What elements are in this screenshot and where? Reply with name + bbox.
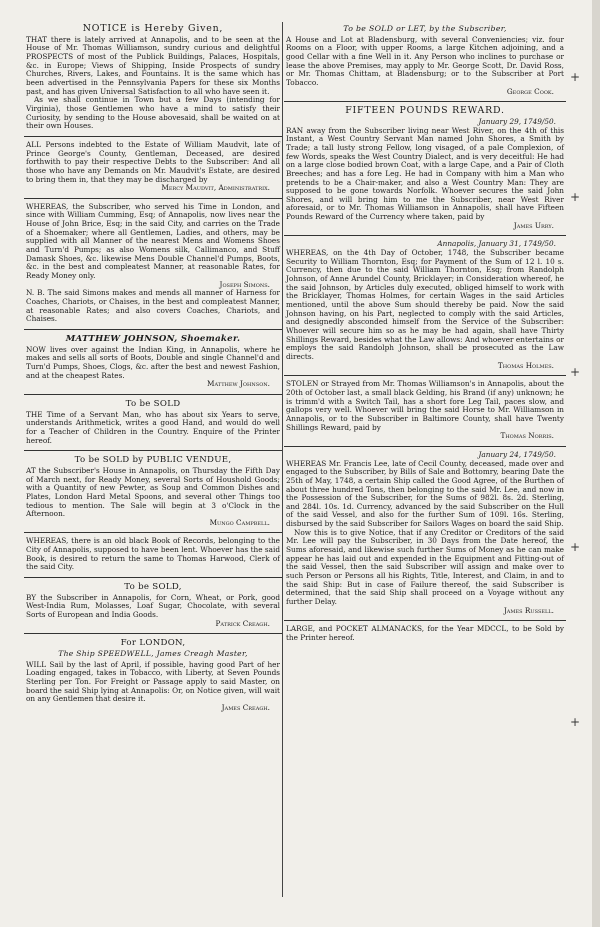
- notice-body-2: As we shall continue in Town but a few Days (intending for Virginia), those Gentlemen who have a mind to satisfy their Curiosity, by sending to the House abovesaid, shall be waited on at their own Houses.: [26, 95, 280, 131]
- vendue-signature: Mungo Campbell.: [209, 517, 270, 527]
- plus-mark-icon: +: [570, 70, 581, 84]
- russell-body-2: Now this is to give Notice, that if any Creditor or Creditors of the said Mr. Lee will pay the Subscriber, in 30 Days from the Date hereof, the Sums aforesaid, and likewise such further Sums of Money as he can make appear he has laid out and expended in the Equipment and Fitting-out of the said Vessel, then the said Subscriber will assign and make over to such Person or Persons all his Rights, Title, Interest, and Claim, in and to the said Ship: But in case of Failure thereof, the said Subscriber is determined, that the said Ship shall proceed on a Voyage without any further Delay.: [286, 527, 564, 607]
- creagh-advertisement: [24, 580, 282, 631]
- estate-body: ALL Persons indebted to the Estate of William Maudvit, late of Prince George's County, Gentleman, Deceased, are desired forthwith to pay their respective Debts to the Subscriber: And all those who have any Demands on Mr. Maudvit's Estate, are desired to bring them in, that they may be discharged by: [26, 139, 280, 184]
- reward-body: RAN away from the Subscriber living near West River, on the 4th of this Instant, a West Country Servant Man named John Shores, a Smith by Trade; a tall lusty strong Fellow, long visaged, of a pale Complexion, of few Words, speaks the West Country Dialect, and is very deceitful: He had on a large close bodied brown Coat, with a large Cape, and a Pair of Cloth Breeches; and has a fore Leg. He had in Company with him a Man who pretends to be a Chair-maker, and also a West Country Man: They are supposed to be gone towards Norfolk. Whoever secures the said John Shores, and will bring him to me the Subscriber, near West River aforesaid, or to Mr. Thomas Williamson in Annapolis, shall have Fifteen Pounds Reward of the Currency where taken, paid by: [286, 125, 564, 222]
- almanacks-advertisement: [284, 623, 566, 645]
- column-divider: [282, 22, 283, 897]
- stolen-signature: Thomas Norris.: [500, 431, 554, 441]
- johnson-title: MATTHEW JOHNSON, Shoemaker.: [65, 334, 241, 344]
- johnson-signature: Matthew Johnson.: [206, 379, 270, 389]
- bladensburg-title: To be SOLD or LET, by the Subscriber,: [343, 24, 507, 33]
- servant-body: THE Time of a Servant Man, who has about six Years to serve, understands Arithmetick, writes a good Hand, and would do well for a Teacher of Children in the Country. Enquire of the Printer hereof.: [26, 409, 280, 445]
- plus-mark-icon: +: [570, 190, 581, 204]
- estate-advertisement: [24, 139, 282, 196]
- divider: [284, 620, 566, 621]
- estate-signature: Mercy Maudvit, Administratrix.: [161, 183, 270, 193]
- russell-signature: James Russell.: [503, 605, 554, 615]
- bladensburg-advertisement: [284, 22, 566, 99]
- russell-body: WHEREAS Mr. Francis Lee, late of Cecil County, deceased, made over and engaged to the Subscriber, by Bills of Sale and Bottomry, bearing Date the 25th of May, 1748, a certain Ship called the Good Agree, of the Burthen of about three hundred Tons, then belonging to the said Mr. Lee, and now in the Possession of the Subscriber, for the Sums of 982l. 8s. 2d. Sterling, and 284l. 10s. 1d. Currency, advanced by the said Subscriber on the Hull of the said Vessel, and also for the further Sum of 109l. 16s. Sterling, disbursed by the said Subscriber for Sailors Wages on board the said Ship.: [286, 458, 564, 529]
- plus-mark-icon: +: [570, 715, 581, 729]
- reward-title: FIFTEEN POUNDS REWARD.: [345, 105, 505, 117]
- simons-signature: Joseph Simons.: [219, 279, 270, 289]
- servant-title: To be SOLD: [125, 398, 181, 409]
- johnson-advertisement: [24, 332, 282, 392]
- divider: [284, 101, 566, 102]
- notice-title: NOTICE is Hereby Given,: [82, 23, 224, 34]
- simons-advertisement: [24, 201, 282, 327]
- ship-title: For LONDON,: [120, 638, 186, 649]
- divider: [24, 136, 282, 137]
- plus-mark-icon: +: [570, 365, 581, 379]
- notice-advertisement: [24, 22, 282, 134]
- divider: [24, 532, 282, 533]
- simons-body: WHEREAS, the Subscriber, who served his Time in London, and since with William Cumming, Esq; of Annapolis, now lives near the House of John Brice, Esq; in the said City, and carries on the Trade of a Shoemaker; where all Gentlemen, Ladies, and others, may be supplied with all Manner of the nearest Mens and Womens Shoes and Turn'd Pumps; as also Womens silk, Callimanco, and Stuff Damask Shoes, &c. likewise Mens Double Channel'd Pumps, Boots, &c. in the best and compleatest Manner, at reasonable Rates, for Ready Money only.: [26, 201, 280, 281]
- holmes-body: WHEREAS, on the 4th Day of October, 1748, the Subscriber became Security to William Thornton, Esq; for Payment of the Sum of 12 l. 10 s. Currency, then due to the said William Thornton, Esq; from Randolph Johnson, of Anne Arundel County, Bricklayer; in Consideration whereof, he the said Johnson, by Articles duly executed, obliged himself to work with the Bricklayer, Thomas Holmes, for certain Wages in the said Articles mentioned, until the above Sum should thereby be paid. Now the said Johnson having, on his Part, neglected to comply with the said Articles, and designedly absconded himself from the Service of the Subscriber: Whoever will secure him so as he may be had again, shall have Thirty Shillings Reward, besides what the Law allows: And whoever entertains or employs the said Randolph Johnson, shall be prosecuted as the Law directs.: [286, 248, 564, 361]
- ship-body: WILL Sail by the last of April, if possible, having good Part of her Loading engaged, takes in Tobacco, with Liberty, at Seven Pounds Sterling per Ton. For Freight or Passage apply to said Master, on board the said Ship lying at Annapolis: Or, on Notice given, will wait on any Gentlemen that desire it.: [26, 659, 280, 704]
- divider: [24, 329, 282, 330]
- servant-advertisement: [24, 397, 282, 448]
- creagh-body: BY the Subscriber in Annapolis, for Corn, Wheat, or Pork, good West-India Rum, Molasses, Loaf Sugar, Chocolate, with several Sorts of European and India Goods.: [26, 592, 280, 620]
- bladensburg-signature: George Cook.: [506, 86, 554, 96]
- records-advertisement: [24, 535, 282, 575]
- records-body: WHEREAS, there is an old black Book of Records, belonging to the City of Annapolis, supposed to have been lent. Whoever has the said Book, is desired to return the same to Thomas Harwood, Clerk of the said City.: [26, 536, 280, 572]
- divider: [24, 394, 282, 395]
- stolen-body: STOLEN or Strayed from Mr. Thomas Williamson's in Annapolis, about the 20th of October last, a small black Gelding, his Brand (if any) unknown; he is trimm'd with a Switch Tail, has a short fore Leg Tail, paces slow, and gallops very well. Whoever will bring the said Horse to Mr. Williamson in Annapolis, or to the Subscriber in Baltimore County, shall have Twenty Shillings Reward, paid by: [286, 379, 564, 432]
- creagh-title: To be SOLD,: [124, 582, 182, 593]
- holmes-signature: Thomas Holmes.: [497, 360, 554, 370]
- divider: [24, 198, 282, 199]
- margin-marks: [570, 0, 594, 927]
- stolen-advertisement: [284, 378, 566, 444]
- reward-date: January 29, 1749/50.: [478, 116, 556, 126]
- russell-advertisement: [284, 449, 566, 618]
- bladensburg-body: A House and Lot at Bladensburg, with several Conveniencies; viz. four Rooms on a Floor, with upper Rooms, a large Kitchen adjoining, and a good Cellar with a fine Well in it. Any Person who inclines to purchase or lease the above Premises, may apply to Mr. George Scott, Dr. David Ross, or Mr. Thomas Chittam, at Bladensburg; or to the Subscriber at Port Tobacco.: [286, 34, 564, 87]
- plus-mark-icon: +: [570, 540, 581, 554]
- simons-note: N. B. The said Simons makes and mends all manner of Harness for Coaches, Chariots, or Chaises, in the best and compleatest Manner, at reasonable Rates; and also covers Coaches, Chariots, and Chaises.: [26, 288, 280, 324]
- divider: [284, 446, 566, 447]
- creagh-signature: Patrick Creagh.: [215, 618, 270, 628]
- vendue-title: To be SOLD by PUBLIC VENDUE,: [74, 455, 232, 466]
- ship-subtitle: The Ship SPEEDWELL, James Creagh Master,: [58, 649, 248, 659]
- right-column: [284, 22, 566, 919]
- vendue-advertisement: [24, 453, 282, 530]
- russell-date: January 24, 1749/50.: [478, 449, 556, 459]
- notice-body: THAT there is lately arrived at Annapolis, and to be seen at the House of Mr. Thomas Williamson, sundry curious and delightful PROSPECTS of most of the Publick Buildings, Palaces, Hospitals, &c. in Europe; Views of Shipping, Inside Prospects of sundry Churches, Rivers, Lakes, and Fountains. It is the same which has been advertised in the Pennsylvania Papers for these six Months past, and has given Universal Satisfaction to all who have seen it.: [26, 34, 280, 96]
- ship-advertisement: [24, 636, 282, 715]
- almanacks-body: LARGE, and POCKET ALMANACKS, for the Year MDCCL, to be Sold by the Printer hereof.: [286, 624, 564, 642]
- reward-advertisement: [284, 104, 566, 233]
- holmes-date: Annapolis, January 31, 1749/50.: [437, 239, 556, 249]
- divider: [24, 633, 282, 634]
- holmes-advertisement: [284, 238, 566, 373]
- vendue-body: AT the Subscriber's House in Annapolis, on Thursday the Fifth Day of March next, for Ready Money, several Sorts of Houshold Goods; with a Quantity of new Pewter, as Soup and Common Dishes and Plates, London Hard Metal Spoons, and several other Things too tedious to mention. The Sale will begin at 3 o'Clock in the Afternoon.: [26, 465, 280, 519]
- divider: [284, 235, 566, 236]
- left-column: [24, 22, 282, 919]
- johnson-body: NOW lives over against the Indian King, in Annapolis, where he makes and sells all sorts of Boots, Double and single Channel'd and Turn'd Pumps, Shoes, Clogs, &c. after the best and newest Fashion, and at the cheapest Rates.: [26, 344, 280, 380]
- divider: [284, 375, 566, 376]
- reward-signature: James Urry.: [513, 220, 554, 230]
- ship-signature: James Creagh.: [221, 702, 270, 712]
- divider: [24, 450, 282, 451]
- divider: [24, 577, 282, 578]
